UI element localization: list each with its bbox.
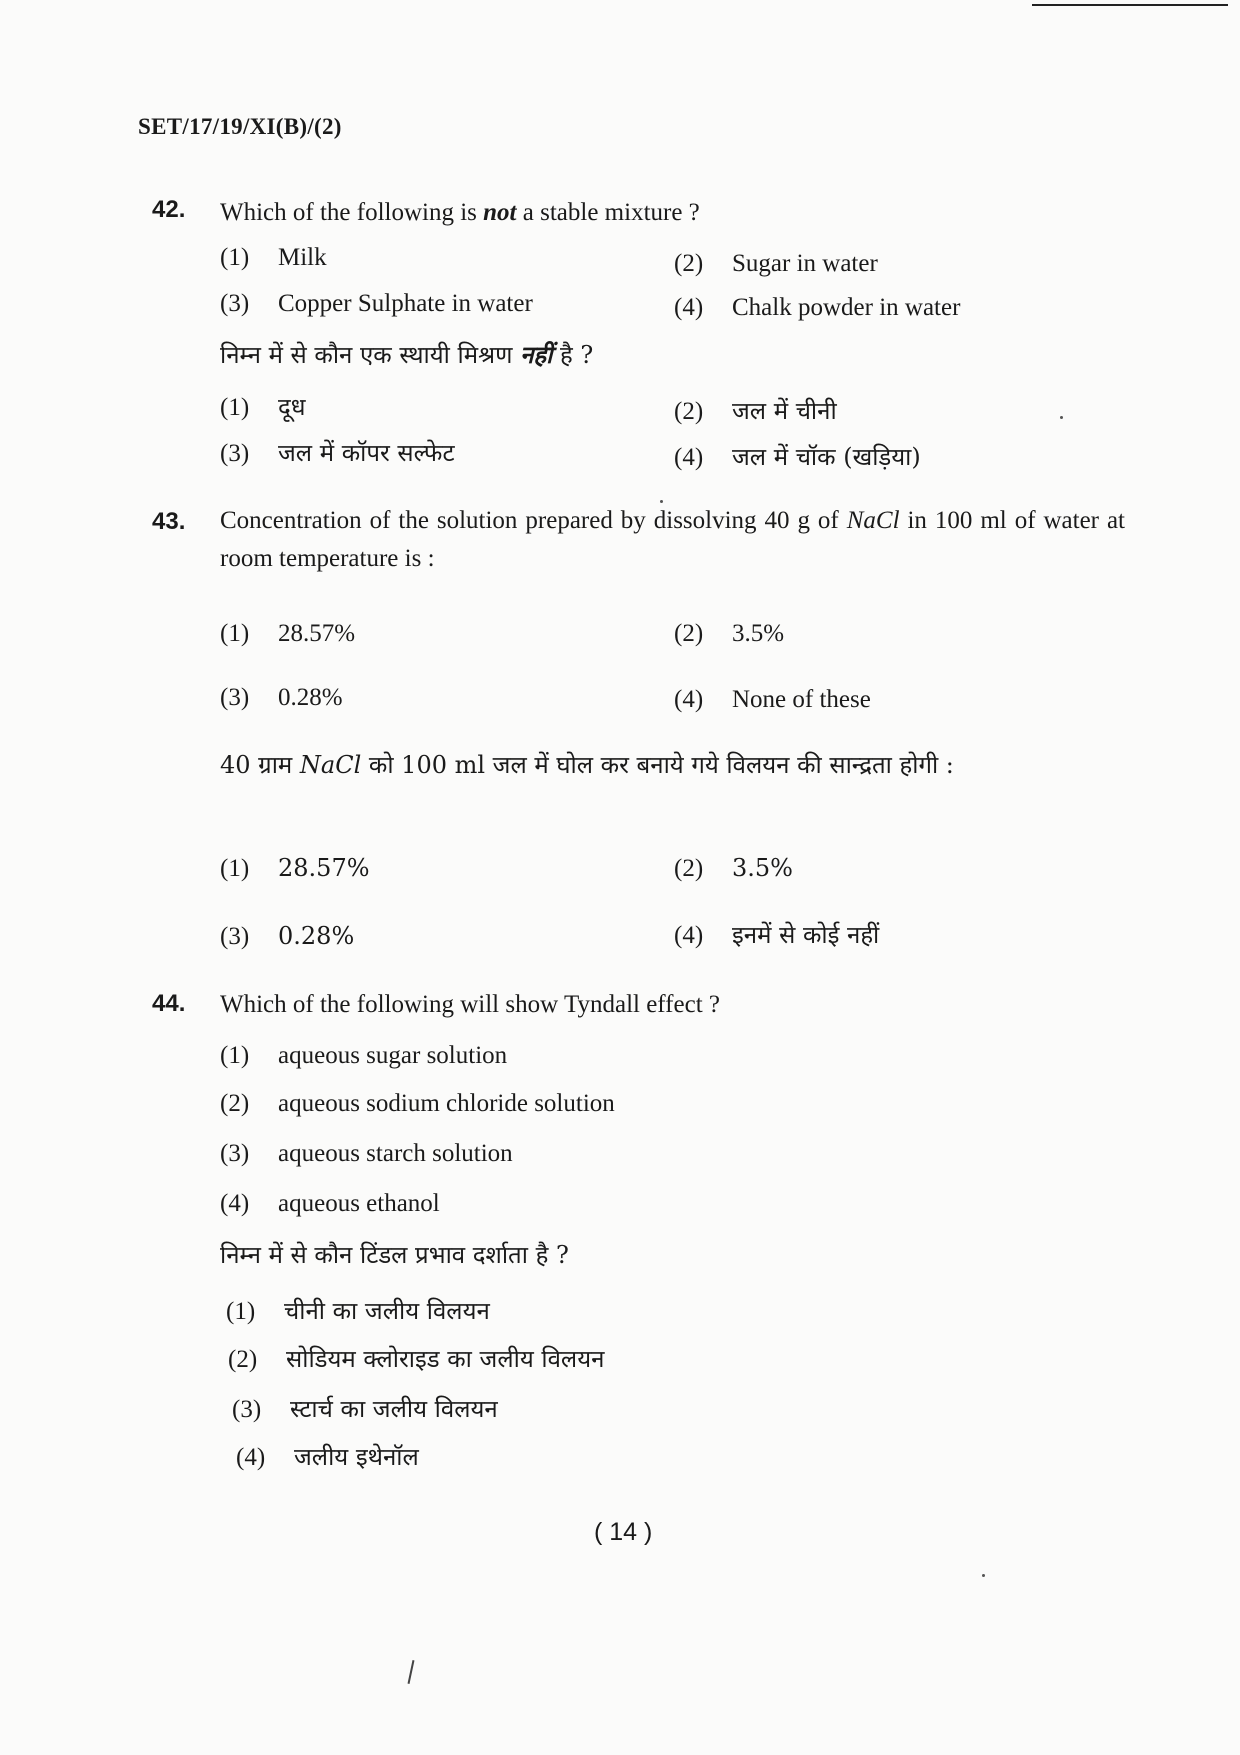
option-text: स्टार्च का जलीय विलयन [290,1395,498,1423]
stray-dot [1060,416,1063,419]
option-number: (2) [228,1346,258,1373]
option-number: (2) [674,398,704,425]
option-number: (3) [232,1396,262,1423]
option-number: (2) [674,620,704,647]
option-number: (2) [674,250,704,277]
top-rule [1032,4,1228,6]
question-text-en [220,502,1125,578]
option-text: 0.28% [278,684,343,711]
option-4-en [674,294,960,322]
option-1-hi [220,854,370,883]
formula-nacl: NaCl [299,751,362,779]
option-1-en [220,1042,507,1070]
option-text: 3.5% [732,620,785,647]
option-number: (1) [220,394,250,421]
question-number: 42. [152,196,186,223]
option-text: जलीय इथेनॉल [294,1443,419,1471]
question-text-hi: निम्न में से कौन टिंडल प्रभाव दर्शाता है ? [220,1241,569,1269]
option-number: (4) [674,922,704,949]
option-number: (1) [220,620,250,647]
option-4-en [674,686,871,714]
option-text: इनमें से कोई नहीं [732,921,880,949]
emphasis-nahin: नहीं [520,340,553,369]
option-text: 3.5% [732,854,793,882]
question-text-en: Which of the following will show Tyndall effect ? [220,991,720,1018]
option-3-hi [220,436,455,469]
option-2-en [674,620,784,648]
question-text-en [220,194,1125,232]
option-text: चीनी का जलीय विलयन [284,1297,490,1325]
option-number: (4) [220,1190,250,1217]
option-number: (3) [220,440,250,467]
option-number: (3) [220,684,250,711]
option-1-hi [220,390,306,423]
option-text: aqueous starch solution [278,1140,513,1167]
option-text: 0.28% [278,922,355,950]
question-text-hi [220,336,1125,374]
option-text: जल में कॉपर सल्फेट [278,439,455,467]
stray-dot [660,500,663,503]
text-part: Concentration of the solution prepared by dissolving 40 g of [220,507,847,534]
option-text: aqueous sugar solution [278,1042,508,1069]
option-text: दूध [278,393,306,421]
option-2-hi [674,394,837,427]
stray-dot [982,1574,985,1577]
question-text-hi [220,746,1125,784]
option-3-hi [220,922,354,951]
option-3-en [220,290,533,318]
option-text: aqueous ethanol [278,1190,440,1217]
option-1-en [220,620,355,648]
option-3-hi [232,1392,498,1425]
option-2-hi [228,1342,604,1375]
option-2-en [674,250,878,278]
option-text: aqueous sodium chloride solution [278,1090,615,1117]
option-1-hi [226,1294,490,1327]
option-2-hi [674,854,793,883]
paper-code: SET/17/19/XI(B)/(2) [138,114,342,139]
text-part: है ? [552,341,594,369]
question-number: 44. [152,990,186,1017]
option-text: Sugar in water [732,250,878,277]
text-part: को 100 ml जल में घोल कर बनाये गये विलयन की सान्द्रता होगी : [361,751,954,779]
option-number: (3) [220,1140,250,1167]
text-part: a stable mixture ? [516,199,700,226]
option-number: (1) [226,1298,256,1325]
option-4-hi [674,918,879,951]
text-part: 40 ग्राम [220,751,300,779]
option-text: Copper Sulphate in water [278,290,533,317]
stray-mark [408,1660,415,1684]
option-number: (1) [220,244,250,271]
text-part: निम्न में से कौन एक स्थायी मिश्रण [220,341,521,369]
option-3-en [220,1140,513,1168]
option-number: (4) [674,294,704,321]
option-text: 28.57% [278,854,370,882]
option-4-en [220,1190,440,1218]
emphasis-not: not [483,199,517,226]
text-part: Which of the following is [220,199,484,226]
formula-nacl: NaCl [846,507,900,534]
option-text: 28.57% [278,620,356,647]
option-number: (1) [220,855,250,882]
option-number: (2) [220,1090,250,1117]
option-number: (3) [220,290,250,317]
option-number: (4) [674,686,704,713]
option-text: None of these [732,686,871,713]
option-number: (4) [674,444,704,471]
option-text: Milk [278,244,327,271]
option-4-hi [236,1440,419,1473]
option-1-en [220,244,327,272]
option-text: जल में चॉक (खड़िया) [732,443,921,471]
option-4-hi [674,440,921,473]
option-number: (1) [220,1042,250,1069]
option-text: जल में चीनी [732,397,837,425]
page-number: ( 14 ) [594,1518,653,1546]
question-number: 43. [152,508,186,535]
option-2-en [220,1090,615,1118]
option-text: Chalk powder in water [732,294,961,321]
option-number: (2) [674,855,704,882]
text-part: in 100 ml of water at room temperature is : [220,507,1125,572]
option-number: (3) [220,923,250,950]
option-3-en [220,684,343,712]
option-text: सोडियम क्लोराइड का जलीय विलयन [286,1345,605,1373]
option-number: (4) [236,1444,266,1471]
